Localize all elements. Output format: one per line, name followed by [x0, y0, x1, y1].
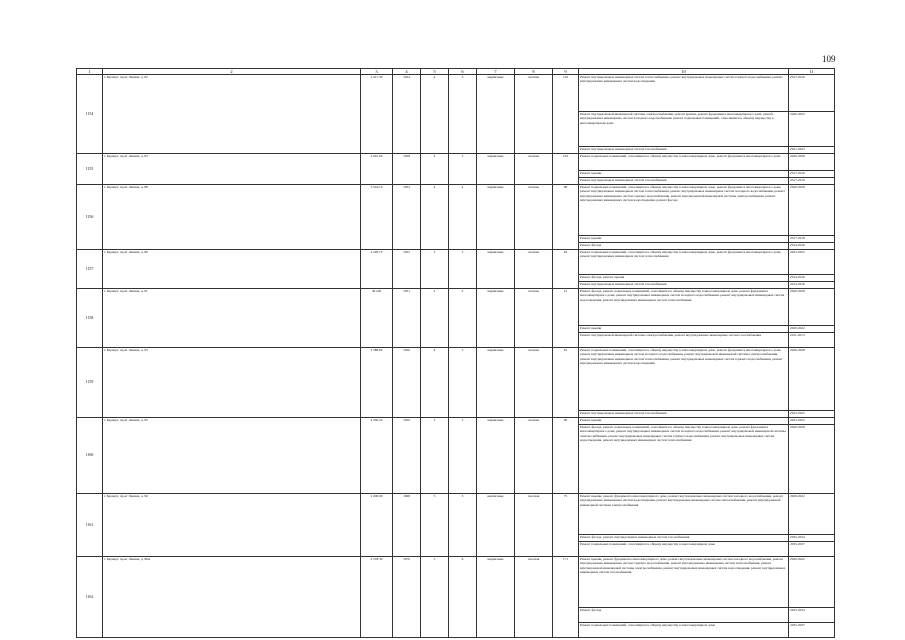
work-item: Ремонт крыши	[579, 171, 788, 178]
work-period: 2020-2022	[789, 112, 834, 147]
walls-cell: кирпичные	[477, 250, 515, 289]
works-cell	[579, 494, 789, 557]
works-cell	[579, 348, 789, 418]
period-cell	[789, 348, 835, 418]
table-row	[77, 250, 835, 289]
flats-cell: 12	[553, 289, 579, 348]
entrances-cell: 3	[449, 75, 477, 154]
work-item: Ремонт крыши, ремонт фундамента многоквартирного дома, ремонт внутридомовых инженерных систем холодного водоснабжения, ремонт внутридомовых инженерных систем горячего водоснабжения, ремонт внутридомовых инженерных систем теплоснабжения, ремонт внутридомовой инженерной системы электроснабжения, ремонт внутридомовых инженерных систем водоотведения, ремонт внутридомовых инженерных систем газоснабжения	[579, 557, 788, 608]
address-cell: г. Барнаул, пр-кт Ленина, д. 88	[103, 185, 361, 250]
work-period: 2026-2028	[789, 289, 834, 326]
period-cell	[789, 154, 835, 185]
address-cell: г. Барнаул, пр-кт Ленина, д. 91	[103, 289, 361, 348]
walls-cell: кирпичные	[477, 75, 515, 154]
period-cell	[789, 75, 835, 154]
works-cell	[579, 185, 789, 250]
works-cell	[579, 154, 789, 185]
work-period: 2035-2037	[790, 542, 805, 546]
works-cell	[579, 250, 789, 289]
year-cell: 1956	[393, 348, 421, 418]
flats-cell: 90	[553, 418, 579, 494]
work-item: Ремонт фасада, ремонт крыши	[579, 275, 788, 282]
row-number: 1154	[77, 75, 103, 154]
year-cell: 1954	[393, 75, 421, 154]
floors-cell: 4	[421, 185, 449, 250]
walls-cell: кирпичные	[477, 348, 515, 418]
area-cell: 2 200,00	[361, 494, 393, 557]
work-item: Ремонт фасада, ремонт внутридомовых инженерных систем газоснабжения	[579, 535, 788, 542]
entrances-cell: 6	[449, 557, 477, 638]
address-cell: г. Барнаул, пр-кт Ленина, д. 82	[103, 75, 361, 154]
year-cell: 1970	[393, 557, 421, 638]
area-cell: 2 388,60	[361, 348, 393, 418]
floors-cell: 5	[421, 418, 449, 494]
work-item: Ремонт внутридомовых инженерных систем газоснабжения	[580, 282, 667, 286]
row-number: 1155	[77, 154, 103, 185]
work-period: 2026-2028	[790, 425, 805, 429]
area-cell: 4 910,00	[361, 154, 393, 185]
roof-cell: скатная	[515, 154, 553, 185]
column-header-11: 11	[789, 69, 835, 75]
work-item: Ремонт подвальных помещений, относящихся к общему имуществу в многоквартирном доме, ремонт фундамента многоквартирного дома, ремонт внутридомовых инженерных систем теплоснабжения	[579, 250, 788, 275]
walls-cell: кирпичные	[477, 557, 515, 638]
entrances-cell: 4	[449, 185, 477, 250]
address-cell: г. Барнаул, пр-кт Ленина, д. 93	[103, 348, 361, 418]
work-period: 2011-2013	[790, 333, 805, 337]
roof-cell: скатная	[515, 75, 553, 154]
table-row	[77, 494, 835, 557]
work-period: 2014-2016	[790, 282, 805, 286]
work-item: Ремонт крыши	[579, 326, 788, 333]
floors-cell: 4	[421, 75, 449, 154]
work-item: Ремонт подвальных помещений, относящихся к общему имуществу в многоквартирном доме	[580, 623, 715, 627]
period-cell	[789, 289, 835, 348]
column-header-9: 9	[553, 69, 579, 75]
roof-cell: плоская	[515, 494, 553, 557]
work-period: 2017-2019	[789, 171, 834, 178]
entrances-cell: 3	[449, 494, 477, 557]
floors-cell: 4	[421, 348, 449, 418]
roof-cell: скатная	[515, 418, 553, 494]
floors-cell: 5	[421, 250, 449, 289]
work-item: Ремонт внутридомовых инженерных систем теплоснабжения, ремонт внутридомовых инженерных систем горячего водоснабжения, ремонт внутридомовых инженерных систем водоотведения	[579, 75, 788, 112]
walls-cell: кирпичные	[477, 289, 515, 348]
floors-cell: 5	[421, 557, 449, 638]
work-period: 2023-2025	[790, 411, 805, 415]
row-number: 1159	[77, 348, 103, 418]
area-cell: 4 228,70	[361, 250, 393, 289]
period-cell	[789, 494, 835, 557]
year-cell: 1955	[393, 250, 421, 289]
work-item: Ремонт фасада	[580, 243, 602, 247]
flats-cell: 116	[553, 75, 579, 154]
flats-cell: 171	[553, 557, 579, 638]
work-period: 2014-2016	[790, 243, 805, 247]
table-row	[77, 289, 835, 348]
flats-cell: 98	[553, 185, 579, 250]
period-cell	[789, 557, 835, 638]
column-header-5: 5	[421, 69, 449, 75]
flats-cell: 81	[553, 348, 579, 418]
year-cell: 1951	[393, 289, 421, 348]
page-number: 109	[822, 54, 836, 64]
row-number: 1161	[77, 494, 103, 557]
period-cell	[789, 185, 835, 250]
row-number: 1160	[77, 418, 103, 494]
work-item: Ремонт фасада, ремонт подвальных помещений, относящихся к общему имуществу в многоквартирном доме, ремонт фундамента многоквартирного дома, ремонт внутридомовых инженерных систем холодного водоснабжения, ремонт внутридомовых инженерных систем водоотведения, ремонт внутридомовых инженерных систем теплоснабжения	[579, 289, 788, 326]
period-cell	[789, 418, 835, 494]
work-period: 2023-2025	[789, 250, 834, 275]
table-row	[77, 75, 835, 154]
area-cell: 3 417,30	[361, 75, 393, 154]
entrances-cell: 2	[449, 289, 477, 348]
entrances-cell: 5	[449, 250, 477, 289]
walls-cell: кирпичные	[477, 418, 515, 494]
column-header-3: 3	[361, 69, 393, 75]
floors-cell: 4	[421, 154, 449, 185]
area-cell: 4 430,50	[361, 418, 393, 494]
walls-cell: кирпичные	[477, 154, 515, 185]
row-number: 1158	[77, 289, 103, 348]
column-header-1: 1	[77, 69, 103, 75]
year-cell: 1958	[393, 154, 421, 185]
work-item: Ремонт фасада, ремонт подвальных помещений, относящихся к общему имуществу в многоквартирном доме, ремонт фундамента многоквартирного дома, ремонт внутридомовых инженерных систем холодного водоснабжения, ремонт внутридомовой инженерной системы электроснабжения, ремонт внутридомовых инженерных систем горячего водоснабжения, ремонт внутридомовых инженерных систем водоотведения, ремонт внутридомовых инженерных систем теплоснабжения	[580, 425, 786, 442]
year-cell: 1956	[393, 418, 421, 494]
work-period: 2026-2028	[789, 348, 834, 411]
work-period: 2026-2028	[789, 185, 834, 236]
capital-repair-table	[76, 68, 835, 638]
work-item: Ремонт внутридомовых инженерных систем газоснабжения	[580, 411, 667, 415]
table-row	[77, 185, 835, 250]
walls-cell: кирпичные	[477, 185, 515, 250]
work-item: Ремонт крыши	[579, 236, 788, 243]
work-item: Ремонт крыши, ремонт фундамента многоквартирного дома, ремонт внутридомовых инженерных систем холодного водоснабжения, ремонт внутридомовых инженерных систем водоотведения, ремонт внутридомовых инженерных систем теплоснабжения, ремонт внутридомовой инженерной системы электроснабжения	[579, 494, 788, 535]
area-cell: 591,00	[361, 289, 393, 348]
floors-cell: 2	[421, 289, 449, 348]
work-period: 2026-2028	[789, 154, 834, 171]
work-item: Ремонт подвальных помещений, относящихся к общему имуществу в многоквартирном доме, ремонт фундамента многоквартирного дома	[579, 154, 788, 171]
roof-cell: скатная	[515, 185, 553, 250]
address-cell: г. Барнаул, пр-кт Ленина, д. 83	[103, 154, 361, 185]
flats-cell: 103	[553, 154, 579, 185]
entrances-cell: 5	[449, 154, 477, 185]
work-item: Ремонт внутридомовых инженерных систем газоснабжения	[580, 178, 667, 182]
column-header-4: 4	[393, 69, 421, 75]
work-item: Ремонт подвальных помещений, относящихся к общему имуществу в многоквартирном доме	[580, 542, 715, 546]
flats-cell: 82	[553, 250, 579, 289]
work-period: 2014-2016	[789, 275, 834, 282]
works-cell	[579, 289, 789, 348]
roof-cell: плоская	[515, 557, 553, 638]
period-cell	[789, 250, 835, 289]
works-cell	[579, 557, 789, 638]
address-cell: г. Барнаул, пр-кт Ленина, д. 96	[103, 494, 361, 557]
column-header-6: 6	[449, 69, 477, 75]
table-row	[77, 154, 835, 185]
table-row	[77, 557, 835, 638]
work-item: Ремонт крыши	[579, 418, 788, 425]
table-row	[77, 418, 835, 494]
year-cell: 1953	[393, 185, 421, 250]
area-cell: 3 544,10	[361, 185, 393, 250]
work-item: Ремонт фасада	[579, 608, 788, 623]
work-item: Ремонт подвальных помещений, относящихся к общему имуществу в многоквартирном доме, ремонт фундамента многоквартирного дома, ремонт внутридомовых инженерных систем холодного водоснабжения, ремонт внутридомовой инженерной системы электроснабжения, ремонт внутридомовых инженерных систем теплоснабжения, ремонт внутридомовых инженерных систем горячего водоснабжения, ремонт внутридомовых инженерных систем водоотведения	[579, 348, 788, 411]
column-header-8: 8	[515, 69, 553, 75]
entrances-cell: 5	[449, 418, 477, 494]
work-period: 2017-2019	[790, 178, 805, 182]
row-number: 1162	[77, 557, 103, 638]
walls-cell: кирпичные	[477, 494, 515, 557]
column-header-2: 2	[103, 69, 361, 75]
work-item: Ремонт подвальных помещений, относящихся к общему имуществу в многоквартирном доме, ремонт фундамента многоквартирного дома, ремонт внутридомовых инженерных систем теплоснабжения, ремонт внутридомовых инженерных систем холодного водоснабжения, ремонт внутридомовых инженерных систем горячего водоснабжения, ремонт внутридомовой инженерной системы электроснабжения, ремонт внутридомовых инженерных систем водоотведения, ремонт фасада	[579, 185, 788, 236]
works-cell	[579, 418, 789, 494]
work-period: 2020-2022	[789, 557, 834, 608]
area-cell: 4 378,30	[361, 557, 393, 638]
row-number: 1157	[77, 250, 103, 289]
work-period: 2032-2034	[789, 608, 834, 623]
floors-cell: 5	[421, 494, 449, 557]
column-header-7: 7	[477, 69, 515, 75]
work-item: Ремонт внутридомовой инженерной системы электроснабжения, ремонт внутридомовых инженерных систем газоснабжения	[580, 333, 761, 337]
flats-cell: 75	[553, 494, 579, 557]
roof-cell: скатная	[515, 348, 553, 418]
entrances-cell: 5	[449, 348, 477, 418]
work-period: 2035-2037	[790, 623, 805, 627]
work-period: 2017-2019	[789, 75, 834, 112]
work-item: Ремонт внутридомовых инженерных систем газоснабжения	[580, 147, 667, 151]
address-cell: г. Барнаул, пр-кт Ленина, д. 96А	[103, 557, 361, 638]
table-row	[77, 348, 835, 418]
work-period: 2032-2034	[789, 535, 834, 542]
work-period: 2017-2019	[789, 236, 834, 243]
work-period: 2020-2022	[789, 326, 834, 333]
column-header-10: 10	[579, 69, 789, 75]
work-period: 2023-2025	[789, 418, 834, 425]
address-cell: г. Барнаул, пр-кт Ленина, д. 89	[103, 250, 361, 289]
year-cell: 1968	[393, 494, 421, 557]
work-item: Ремонт внутридомовой инженерной системы электроснабжения, ремонт крыши, ремонт фундамента многоквартирного дома, ремонт внутридомовых инженерных систем холодного водоснабжения, ремонт подвальных помещений, относящихся к общему имуществу в многоквартирном доме	[579, 112, 788, 147]
work-period: 2020-2022	[789, 494, 834, 535]
row-number: 1156	[77, 185, 103, 250]
roof-cell: скатная	[515, 250, 553, 289]
address-cell: г. Барнаул, пр-кт Ленина, д. 95	[103, 418, 361, 494]
works-cell	[579, 75, 789, 154]
work-period: 2021-2023	[790, 147, 805, 151]
roof-cell: скатная	[515, 289, 553, 348]
